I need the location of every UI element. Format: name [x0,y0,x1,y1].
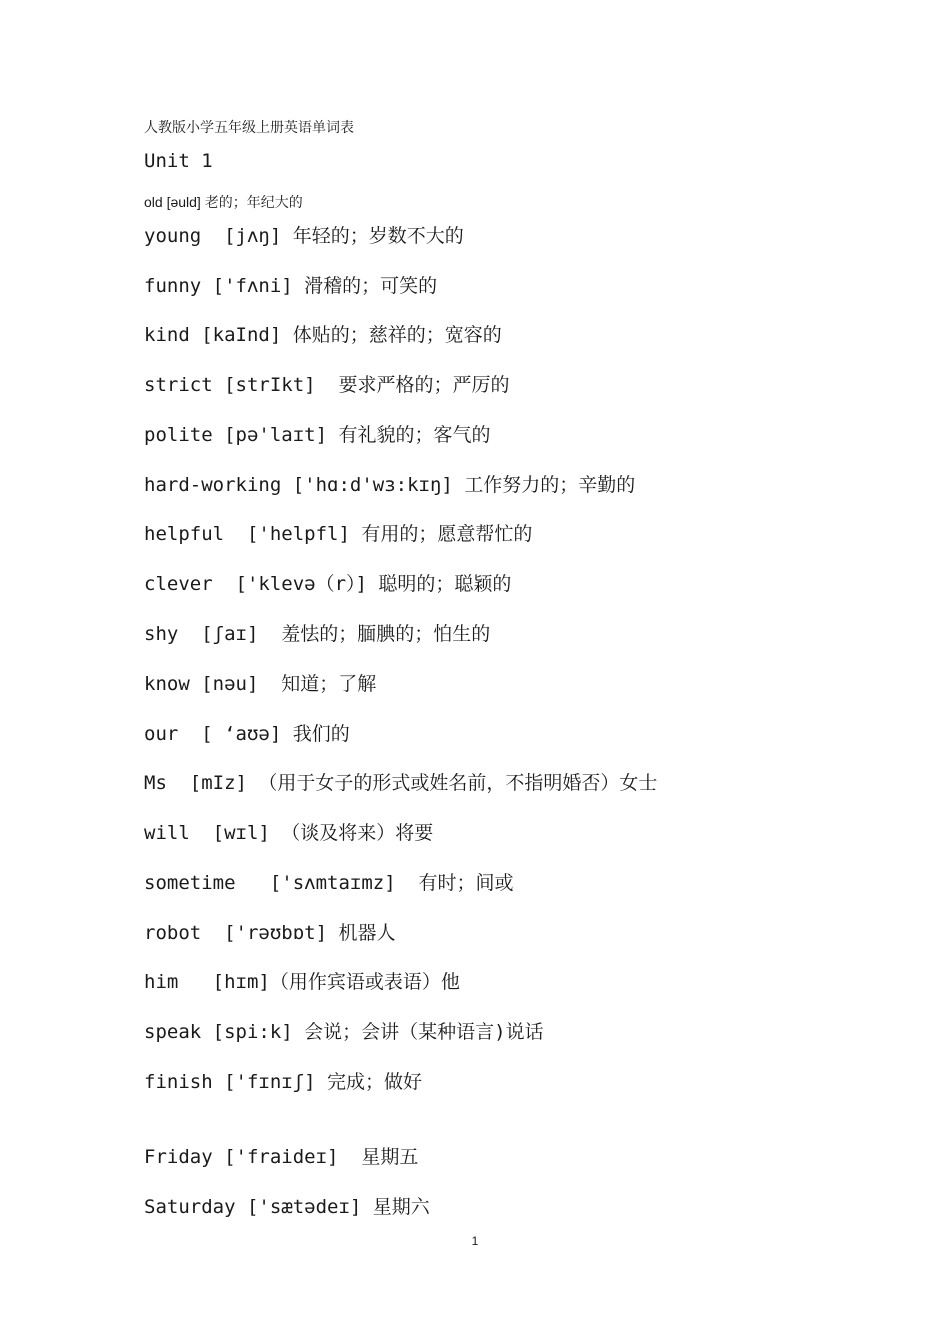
vocab-entry: speak [spi:k] 会说；会讲（某种语言)说话 [144,1021,544,1043]
vocab-entry: clever ['klevə（r）] 聪明的；聪颖的 [144,573,512,595]
vocab-entry: funny ['fʌni] 滑稽的；可笑的 [144,275,438,297]
vocab-entry: him [hɪm]（用作宾语或表语）他 [144,971,460,993]
vocab-entry: Ms [mIz] （用于女子的形式或姓名前，不指明婚否）女士 [144,772,658,794]
vocab-entry: will [wɪl] （谈及将来）将要 [144,822,434,844]
vocab-entry: strict [strIkt] 要求严格的；严厉的 [144,374,510,396]
vocab-entry-old: old [əuld] 老的；年纪大的 [144,194,303,210]
vocab-entry: our [ ‘aʊə] 我们的 [144,723,350,745]
vocab-entry: sometime ['sʌmtaɪmz] 有时；间或 [144,872,514,894]
vocab-entry: kind [kaInd] 体贴的；慈祥的；宽容的 [144,324,502,346]
vocab-entry: hard-working ['hɑ:d'wɜ:kɪŋ] 工作努力的；辛勤的 [144,474,636,496]
document-title: 人教版小学五年级上册英语单词表 [144,120,354,136]
vocab-entry: young [jʌŋ] 年轻的；岁数不大的 [144,225,464,247]
vocab-entry: Friday ['fraideɪ] 星期五 [144,1146,419,1168]
page-number: 1 [471,1234,479,1248]
unit-heading: Unit 1 [144,150,213,172]
vocab-entry: know [nəu] 知道；了解 [144,673,377,695]
vocab-entry: helpful ['helpfl] 有用的；愿意帮忙的 [144,523,533,545]
vocab-entry: robot ['rəʊbɒt] 机器人 [144,922,396,944]
vocab-entry: Saturday ['sætədeɪ] 星期六 [144,1196,430,1218]
vocab-entry: polite [pə'laɪt] 有礼貌的；客气的 [144,424,491,446]
vocab-entry: shy [ʃaɪ] 羞怯的；腼腆的；怕生的 [144,623,491,645]
vocab-entry: finish ['fɪnɪʃ] 完成；做好 [144,1071,423,1093]
